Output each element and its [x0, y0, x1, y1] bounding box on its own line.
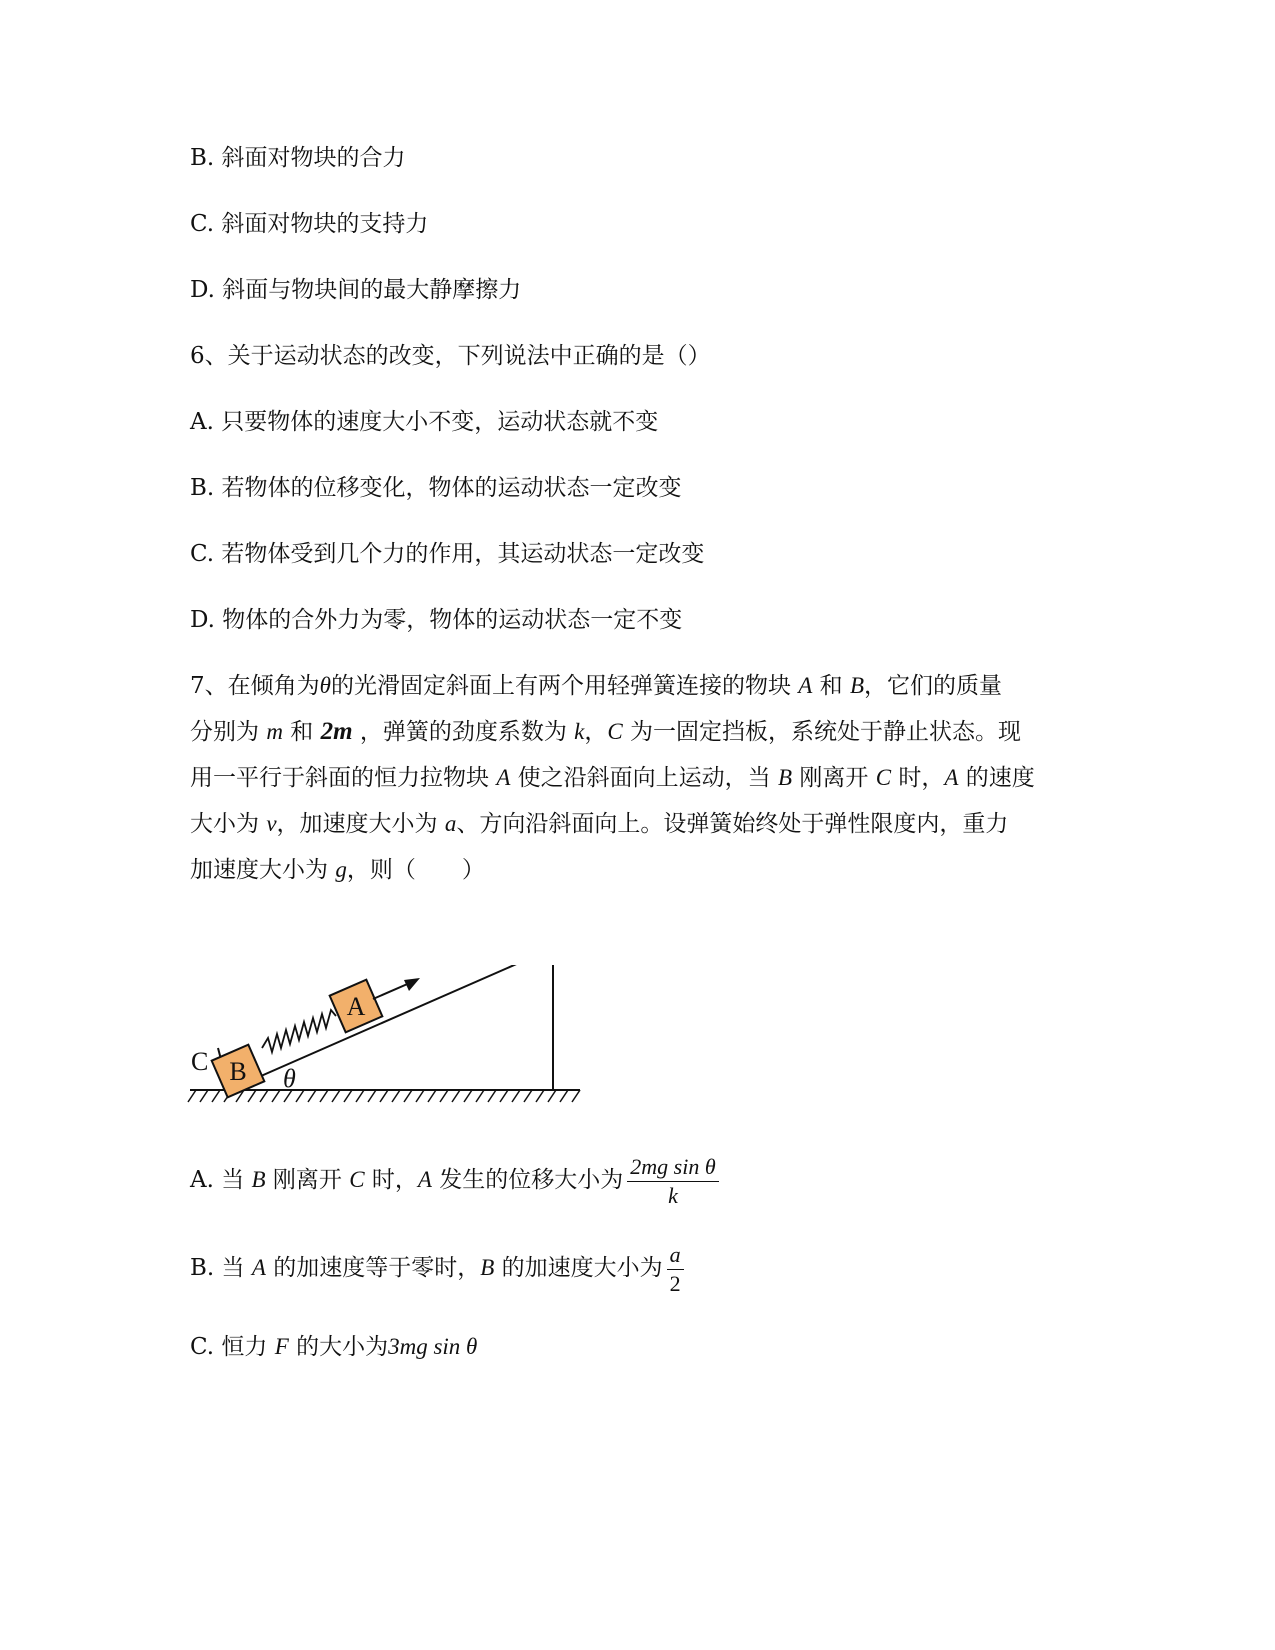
- label-b: B: [229, 1057, 247, 1086]
- label-a: A: [346, 992, 366, 1021]
- fraction-a-over-2: $\frac{a}{2}$: [667, 1241, 684, 1298]
- q6-option-a: A. 只要物体的速度大小不变，运动状态就不变: [190, 409, 659, 435]
- block-a: [330, 980, 383, 1033]
- force-arrowhead: [404, 978, 420, 991]
- ground-hatching: [188, 1090, 580, 1102]
- q7-stem-line-4: 大小为 v，加速度大小为 a、方向沿斜面向上。设弹簧始终处于弹性限度内，重力: [190, 811, 1009, 837]
- q7-stem-line-2: 分别为 m 和 2m ，弹簧的劲度系数为 k，C 为一固定挡板，系统处于静止状态。现: [190, 718, 1022, 745]
- q6-option-c: C. 若物体受到几个力的作用，其运动状态一定改变: [190, 541, 705, 567]
- fraction-2mgsin-over-k: $\frac{\text{2mg sin θ}}{k}$: [627, 1153, 718, 1210]
- q6-option-b: B. 若物体的位移变化，物体的运动状态一定改变: [190, 475, 682, 501]
- q5-option-d: D. 斜面与物块间的最大静摩擦力: [190, 277, 522, 303]
- spring: [262, 1010, 336, 1052]
- theta-symbol: θ: [319, 673, 331, 698]
- q7-option-c: C. 恒力 F 的大小为3mg sin θ: [190, 1334, 478, 1360]
- q7-option-b: B. 当 A 的加速度等于零时，B 的加速度大小为 $\frac{a}{2}$: [190, 1238, 684, 1298]
- q6-option-d: D. 物体的合外力为零，物体的运动状态一定不变: [190, 607, 683, 633]
- q7-stem-line-5: 加速度大小为 g，则（ ）: [190, 857, 485, 883]
- q7-stem-line-3: 用一平行于斜面的恒力拉物块 A 使之沿斜面向上运动，当 B 刚离开 C 时，A 的速度: [190, 765, 1035, 791]
- q5-option-c: C. 斜面对物块的支持力: [190, 211, 429, 237]
- q7-stem-line-1: 7、在倾角为θ的光滑固定斜面上有两个用轻弹簧连接的物块 A 和 B，它们的质量: [190, 673, 1003, 699]
- q7-option-a: A. 当 B 刚离开 C 时，A 发生的位移大小为 $\frac{\text{2mg sin θ}}{k}$: [190, 1150, 719, 1210]
- label-c: C: [191, 1047, 209, 1076]
- q6-stem: 6、关于运动状态的改变，下列说法中正确的是（）: [190, 343, 711, 369]
- incline: [229, 965, 553, 1090]
- q5-option-b: B. 斜面对物块的合力: [190, 145, 406, 171]
- incline-spring-figure: [185, 965, 585, 1125]
- label-theta: θ: [283, 1064, 296, 1093]
